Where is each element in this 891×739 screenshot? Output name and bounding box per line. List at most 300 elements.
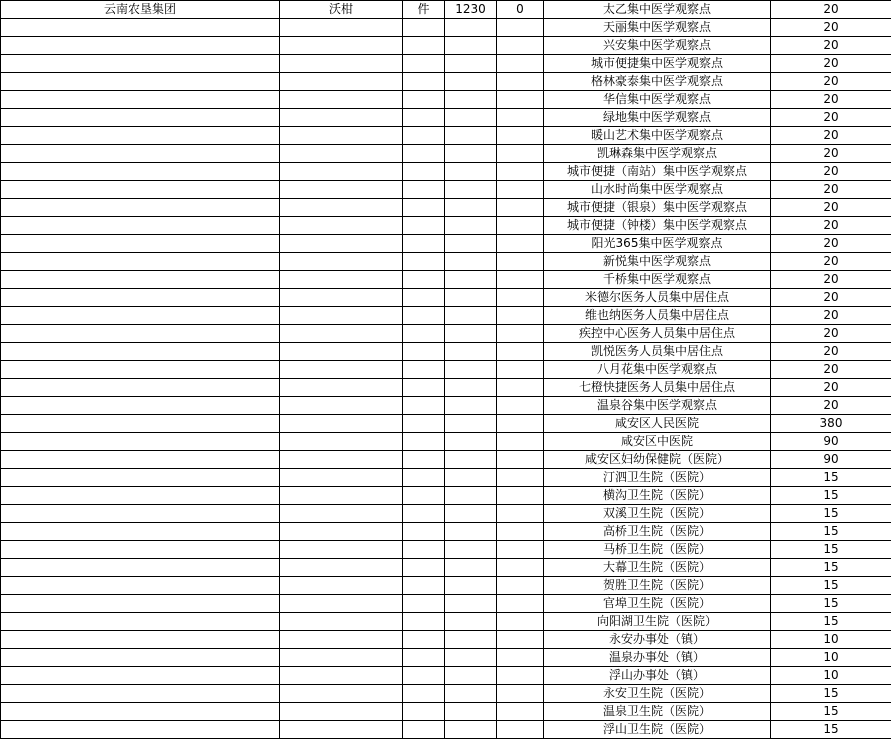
allocated-qty-cell[interactable]: 10 [771, 667, 891, 685]
donor-cell[interactable] [1, 397, 280, 415]
recipient-cell[interactable]: 温泉办事处（镇） [544, 649, 771, 667]
quantity-cell[interactable] [445, 397, 497, 415]
unit-cell[interactable] [403, 523, 445, 541]
allocated-qty-cell[interactable]: 20 [771, 343, 891, 361]
allocated-qty-cell[interactable]: 15 [771, 505, 891, 523]
unit-cell[interactable] [403, 343, 445, 361]
recipient-cell[interactable]: 八月花集中医学观察点 [544, 361, 771, 379]
unit-cell[interactable] [403, 451, 445, 469]
unit-cell[interactable] [403, 199, 445, 217]
item-cell[interactable] [280, 721, 403, 739]
allocated-qty-cell[interactable]: 20 [771, 37, 891, 55]
item-cell[interactable] [280, 325, 403, 343]
unit-cell[interactable] [403, 163, 445, 181]
recipient-cell[interactable]: 双溪卫生院（医院） [544, 505, 771, 523]
item-cell[interactable] [280, 649, 403, 667]
unit-cell[interactable] [403, 271, 445, 289]
unit-cell[interactable] [403, 649, 445, 667]
donor-cell[interactable]: 云南农垦集团 [1, 1, 280, 19]
extra-cell[interactable] [497, 199, 544, 217]
allocated-qty-cell[interactable]: 15 [771, 721, 891, 739]
allocated-qty-cell[interactable]: 20 [771, 127, 891, 145]
quantity-cell[interactable] [445, 667, 497, 685]
donor-cell[interactable] [1, 613, 280, 631]
allocated-qty-cell[interactable]: 90 [771, 451, 891, 469]
allocated-qty-cell[interactable]: 20 [771, 397, 891, 415]
recipient-cell[interactable]: 咸安区妇幼保健院（医院） [544, 451, 771, 469]
table-row [1, 37, 891, 55]
donor-cell[interactable] [1, 541, 280, 559]
donor-cell[interactable] [1, 649, 280, 667]
item-cell[interactable] [280, 127, 403, 145]
recipient-cell[interactable]: 横沟卫生院（医院） [544, 487, 771, 505]
recipient-cell[interactable]: 兴安集中医学观察点 [544, 37, 771, 55]
donor-cell[interactable] [1, 163, 280, 181]
quantity-cell[interactable] [445, 487, 497, 505]
item-cell[interactable] [280, 505, 403, 523]
item-cell[interactable] [280, 595, 403, 613]
unit-cell[interactable] [403, 325, 445, 343]
extra-cell[interactable] [497, 91, 544, 109]
donor-cell[interactable] [1, 631, 280, 649]
allocated-qty-cell[interactable]: 20 [771, 379, 891, 397]
donor-cell[interactable] [1, 469, 280, 487]
table-row [1, 667, 891, 685]
recipient-cell[interactable]: 浮山办事处（镇） [544, 667, 771, 685]
extra-cell[interactable] [497, 415, 544, 433]
extra-cell[interactable] [497, 577, 544, 595]
allocated-qty-cell[interactable]: 20 [771, 1, 891, 19]
donor-cell[interactable] [1, 523, 280, 541]
item-cell[interactable] [280, 163, 403, 181]
recipient-cell[interactable]: 凯琳森集中医学观察点 [544, 145, 771, 163]
allocated-qty-cell[interactable]: 15 [771, 595, 891, 613]
extra-cell[interactable] [497, 181, 544, 199]
donor-cell[interactable] [1, 667, 280, 685]
quantity-cell[interactable] [445, 703, 497, 721]
item-cell[interactable] [280, 235, 403, 253]
item-cell[interactable] [280, 217, 403, 235]
item-cell[interactable] [280, 415, 403, 433]
table-row [1, 415, 891, 433]
extra-cell[interactable] [497, 685, 544, 703]
quantity-cell[interactable] [445, 613, 497, 631]
quantity-cell[interactable] [445, 541, 497, 559]
recipient-cell[interactable]: 永安办事处（镇） [544, 631, 771, 649]
unit-cell[interactable] [403, 415, 445, 433]
item-cell[interactable] [280, 451, 403, 469]
quantity-cell[interactable] [445, 631, 497, 649]
quantity-cell[interactable] [445, 595, 497, 613]
item-cell[interactable] [280, 397, 403, 415]
recipient-cell[interactable]: 城市便捷（银泉）集中医学观察点 [544, 199, 771, 217]
recipient-cell[interactable]: 太乙集中医学观察点 [544, 1, 771, 19]
item-cell[interactable] [280, 433, 403, 451]
unit-cell[interactable] [403, 181, 445, 199]
allocated-qty-cell[interactable]: 20 [771, 271, 891, 289]
recipient-cell[interactable]: 七橙快捷医务人员集中居住点 [544, 379, 771, 397]
recipient-cell[interactable]: 咸安区中医院 [544, 433, 771, 451]
table-row [1, 307, 891, 325]
table-row [1, 127, 891, 145]
unit-cell[interactable] [403, 613, 445, 631]
unit-cell[interactable] [403, 307, 445, 325]
unit-cell[interactable] [403, 19, 445, 37]
recipient-cell[interactable]: 马桥卫生院（医院） [544, 541, 771, 559]
extra-cell[interactable] [497, 379, 544, 397]
recipient-cell[interactable]: 官埠卫生院（医院） [544, 595, 771, 613]
donor-cell[interactable] [1, 145, 280, 163]
recipient-cell[interactable]: 疾控中心医务人员集中居住点 [544, 325, 771, 343]
allocated-qty-cell[interactable]: 90 [771, 433, 891, 451]
extra-cell[interactable] [497, 523, 544, 541]
allocated-qty-cell[interactable]: 20 [771, 109, 891, 127]
item-cell[interactable] [280, 667, 403, 685]
quantity-cell[interactable] [445, 181, 497, 199]
donor-cell[interactable] [1, 433, 280, 451]
unit-cell[interactable] [403, 577, 445, 595]
item-cell[interactable] [280, 361, 403, 379]
quantity-cell[interactable] [445, 721, 497, 739]
recipient-cell[interactable]: 汀泗卫生院（医院） [544, 469, 771, 487]
donor-cell[interactable] [1, 235, 280, 253]
unit-cell[interactable] [403, 289, 445, 307]
quantity-cell[interactable] [445, 55, 497, 73]
recipient-cell[interactable]: 向阳湖卫生院（医院） [544, 613, 771, 631]
extra-cell[interactable] [497, 487, 544, 505]
unit-cell[interactable] [403, 145, 445, 163]
item-cell[interactable] [280, 613, 403, 631]
quantity-cell[interactable] [445, 217, 497, 235]
allocated-qty-cell[interactable]: 20 [771, 289, 891, 307]
quantity-cell[interactable] [445, 685, 497, 703]
quantity-cell[interactable] [445, 37, 497, 55]
allocated-qty-cell[interactable]: 20 [771, 307, 891, 325]
donor-cell[interactable] [1, 253, 280, 271]
quantity-cell[interactable] [445, 91, 497, 109]
allocated-qty-cell[interactable]: 15 [771, 523, 891, 541]
allocated-qty-cell[interactable]: 380 [771, 415, 891, 433]
allocated-qty-cell[interactable]: 15 [771, 541, 891, 559]
item-cell[interactable] [280, 703, 403, 721]
item-cell[interactable] [280, 343, 403, 361]
donor-cell[interactable] [1, 199, 280, 217]
unit-cell[interactable] [403, 235, 445, 253]
allocated-qty-cell[interactable]: 15 [771, 559, 891, 577]
unit-cell[interactable] [403, 721, 445, 739]
item-cell[interactable]: 沃柑 [280, 1, 403, 19]
extra-cell[interactable] [497, 667, 544, 685]
donor-cell[interactable] [1, 595, 280, 613]
quantity-cell[interactable] [445, 577, 497, 595]
quantity-cell[interactable] [445, 271, 497, 289]
allocated-qty-cell[interactable]: 20 [771, 235, 891, 253]
donor-cell[interactable] [1, 487, 280, 505]
extra-cell[interactable] [497, 433, 544, 451]
donor-cell[interactable] [1, 289, 280, 307]
quantity-cell[interactable] [445, 649, 497, 667]
extra-cell[interactable] [497, 73, 544, 91]
item-cell[interactable] [280, 289, 403, 307]
extra-cell[interactable] [497, 469, 544, 487]
quantity-cell[interactable] [445, 253, 497, 271]
extra-cell[interactable] [497, 217, 544, 235]
recipient-cell[interactable]: 温泉谷集中医学观察点 [544, 397, 771, 415]
unit-cell[interactable] [403, 397, 445, 415]
donor-cell[interactable] [1, 361, 280, 379]
quantity-cell[interactable] [445, 379, 497, 397]
table-row [1, 379, 891, 397]
allocated-qty-cell[interactable]: 20 [771, 55, 891, 73]
table-row [1, 451, 891, 469]
extra-cell[interactable] [497, 505, 544, 523]
item-cell[interactable] [280, 271, 403, 289]
donor-cell[interactable] [1, 127, 280, 145]
extra-cell[interactable] [497, 721, 544, 739]
recipient-cell[interactable]: 新悦集中医学观察点 [544, 253, 771, 271]
recipient-cell[interactable]: 维也纳医务人员集中居住点 [544, 307, 771, 325]
unit-cell[interactable] [403, 559, 445, 577]
donor-cell[interactable] [1, 307, 280, 325]
allocated-qty-cell[interactable]: 20 [771, 91, 891, 109]
recipient-cell[interactable]: 咸安区人民医院 [544, 415, 771, 433]
recipient-cell[interactable]: 华信集中医学观察点 [544, 91, 771, 109]
donor-cell[interactable] [1, 271, 280, 289]
extra-cell[interactable] [497, 649, 544, 667]
extra-cell[interactable] [497, 307, 544, 325]
quantity-cell[interactable] [445, 235, 497, 253]
quantity-cell[interactable] [445, 163, 497, 181]
recipient-cell[interactable]: 浮山卫生院（医院） [544, 721, 771, 739]
table-row [1, 1, 891, 19]
allocated-qty-cell[interactable]: 15 [771, 487, 891, 505]
allocated-qty-cell[interactable]: 20 [771, 325, 891, 343]
item-cell[interactable] [280, 253, 403, 271]
quantity-cell[interactable] [445, 289, 497, 307]
recipient-cell[interactable]: 凯悦医务人员集中居住点 [544, 343, 771, 361]
extra-cell[interactable] [497, 145, 544, 163]
quantity-cell[interactable] [445, 505, 497, 523]
unit-cell[interactable] [403, 127, 445, 145]
extra-cell[interactable] [497, 235, 544, 253]
unit-cell[interactable] [403, 217, 445, 235]
recipient-cell[interactable]: 贺胜卫生院（医院） [544, 577, 771, 595]
item-cell[interactable] [280, 577, 403, 595]
allocated-qty-cell[interactable]: 15 [771, 613, 891, 631]
donor-cell[interactable] [1, 73, 280, 91]
recipient-cell[interactable]: 千桥集中医学观察点 [544, 271, 771, 289]
allocated-qty-cell[interactable]: 20 [771, 163, 891, 181]
unit-cell[interactable] [403, 685, 445, 703]
item-cell[interactable] [280, 307, 403, 325]
allocated-qty-cell[interactable]: 20 [771, 19, 891, 37]
donor-cell[interactable] [1, 37, 280, 55]
unit-cell[interactable] [403, 703, 445, 721]
extra-cell[interactable] [497, 55, 544, 73]
unit-cell[interactable] [403, 595, 445, 613]
quantity-cell[interactable] [445, 433, 497, 451]
quantity-cell[interactable] [445, 451, 497, 469]
unit-cell[interactable]: 件 [403, 1, 445, 19]
recipient-cell[interactable]: 大幕卫生院（医院） [544, 559, 771, 577]
donor-cell[interactable] [1, 19, 280, 37]
extra-cell[interactable] [497, 451, 544, 469]
item-cell[interactable] [280, 469, 403, 487]
donor-cell[interactable] [1, 91, 280, 109]
quantity-cell[interactable] [445, 343, 497, 361]
unit-cell[interactable] [403, 109, 445, 127]
item-cell[interactable] [280, 685, 403, 703]
extra-cell[interactable] [497, 559, 544, 577]
allocated-qty-cell[interactable]: 20 [771, 217, 891, 235]
allocated-qty-cell[interactable]: 10 [771, 649, 891, 667]
donor-cell[interactable] [1, 109, 280, 127]
donor-cell[interactable] [1, 559, 280, 577]
recipient-cell[interactable]: 山水时尚集中医学观察点 [544, 181, 771, 199]
recipient-cell[interactable]: 城市便捷（南站）集中医学观察点 [544, 163, 771, 181]
quantity-cell[interactable] [445, 307, 497, 325]
donor-cell[interactable] [1, 325, 280, 343]
extra-cell[interactable] [497, 271, 544, 289]
recipient-cell[interactable]: 永安卫生院（医院） [544, 685, 771, 703]
table-row [1, 253, 891, 271]
allocated-qty-cell[interactable]: 15 [771, 685, 891, 703]
recipient-cell[interactable]: 阳光365集中医学观察点 [544, 235, 771, 253]
quantity-cell[interactable] [445, 469, 497, 487]
unit-cell[interactable] [403, 541, 445, 559]
unit-cell[interactable] [403, 253, 445, 271]
quantity-cell[interactable] [445, 73, 497, 91]
table-row [1, 721, 891, 739]
item-cell[interactable] [280, 487, 403, 505]
item-cell[interactable] [280, 379, 403, 397]
extra-cell[interactable] [497, 397, 544, 415]
extra-cell[interactable]: 0 [497, 1, 544, 19]
item-cell[interactable] [280, 559, 403, 577]
quantity-cell[interactable]: 1230 [445, 1, 497, 19]
donor-cell[interactable] [1, 343, 280, 361]
quantity-cell[interactable] [445, 325, 497, 343]
allocated-qty-cell[interactable]: 15 [771, 703, 891, 721]
item-cell[interactable] [280, 19, 403, 37]
unit-cell[interactable] [403, 91, 445, 109]
quantity-cell[interactable] [445, 361, 497, 379]
donor-cell[interactable] [1, 181, 280, 199]
donor-cell[interactable] [1, 451, 280, 469]
item-cell[interactable] [280, 631, 403, 649]
unit-cell[interactable] [403, 361, 445, 379]
donor-cell[interactable] [1, 217, 280, 235]
item-cell[interactable] [280, 523, 403, 541]
allocated-qty-cell[interactable]: 10 [771, 631, 891, 649]
recipient-cell[interactable]: 绿地集中医学观察点 [544, 109, 771, 127]
donor-cell[interactable] [1, 505, 280, 523]
donor-cell[interactable] [1, 55, 280, 73]
quantity-cell[interactable] [445, 127, 497, 145]
recipient-cell[interactable]: 温泉卫生院（医院） [544, 703, 771, 721]
quantity-cell[interactable] [445, 199, 497, 217]
donor-cell[interactable] [1, 685, 280, 703]
extra-cell[interactable] [497, 289, 544, 307]
extra-cell[interactable] [497, 343, 544, 361]
table-row [1, 163, 891, 181]
unit-cell[interactable] [403, 667, 445, 685]
unit-cell[interactable] [403, 55, 445, 73]
recipient-cell[interactable]: 城市便捷（钟楼）集中医学观察点 [544, 217, 771, 235]
unit-cell[interactable] [403, 379, 445, 397]
recipient-cell[interactable]: 米德尔医务人员集中居住点 [544, 289, 771, 307]
unit-cell[interactable] [403, 631, 445, 649]
allocated-qty-cell[interactable]: 20 [771, 181, 891, 199]
donor-cell[interactable] [1, 379, 280, 397]
extra-cell[interactable] [497, 361, 544, 379]
allocated-qty-cell[interactable]: 20 [771, 199, 891, 217]
item-cell[interactable] [280, 73, 403, 91]
unit-cell[interactable] [403, 469, 445, 487]
extra-cell[interactable] [497, 325, 544, 343]
quantity-cell[interactable] [445, 559, 497, 577]
donor-cell[interactable] [1, 577, 280, 595]
extra-cell[interactable] [497, 253, 544, 271]
extra-cell[interactable] [497, 19, 544, 37]
quantity-cell[interactable] [445, 145, 497, 163]
recipient-cell[interactable]: 城市便捷集中医学观察点 [544, 55, 771, 73]
unit-cell[interactable] [403, 433, 445, 451]
extra-cell[interactable] [497, 703, 544, 721]
quantity-cell[interactable] [445, 523, 497, 541]
recipient-cell[interactable]: 暖山艺术集中医学观察点 [544, 127, 771, 145]
item-cell[interactable] [280, 541, 403, 559]
allocated-qty-cell[interactable]: 20 [771, 145, 891, 163]
unit-cell[interactable] [403, 487, 445, 505]
donor-cell[interactable] [1, 721, 280, 739]
unit-cell[interactable] [403, 73, 445, 91]
allocated-qty-cell[interactable]: 20 [771, 361, 891, 379]
table-row [1, 91, 891, 109]
unit-cell[interactable] [403, 505, 445, 523]
allocated-qty-cell[interactable]: 20 [771, 253, 891, 271]
item-cell[interactable] [280, 109, 403, 127]
recipient-cell[interactable]: 天丽集中医学观察点 [544, 19, 771, 37]
donor-cell[interactable] [1, 703, 280, 721]
allocated-qty-cell[interactable]: 15 [771, 577, 891, 595]
extra-cell[interactable] [497, 109, 544, 127]
recipient-cell[interactable]: 格林豪泰集中医学观察点 [544, 73, 771, 91]
recipient-cell[interactable]: 高桥卫生院（医院） [544, 523, 771, 541]
extra-cell[interactable] [497, 127, 544, 145]
unit-cell[interactable] [403, 37, 445, 55]
item-cell[interactable] [280, 55, 403, 73]
item-cell[interactable] [280, 199, 403, 217]
item-cell[interactable] [280, 181, 403, 199]
extra-cell[interactable] [497, 541, 544, 559]
quantity-cell[interactable] [445, 19, 497, 37]
donor-cell[interactable] [1, 415, 280, 433]
quantity-cell[interactable] [445, 415, 497, 433]
item-cell[interactable] [280, 145, 403, 163]
extra-cell[interactable] [497, 595, 544, 613]
allocated-qty-cell[interactable]: 20 [771, 73, 891, 91]
allocated-qty-cell[interactable]: 15 [771, 469, 891, 487]
item-cell[interactable] [280, 37, 403, 55]
table-row [1, 361, 891, 379]
extra-cell[interactable] [497, 37, 544, 55]
quantity-cell[interactable] [445, 109, 497, 127]
item-cell[interactable] [280, 91, 403, 109]
extra-cell[interactable] [497, 631, 544, 649]
extra-cell[interactable] [497, 163, 544, 181]
extra-cell[interactable] [497, 613, 544, 631]
